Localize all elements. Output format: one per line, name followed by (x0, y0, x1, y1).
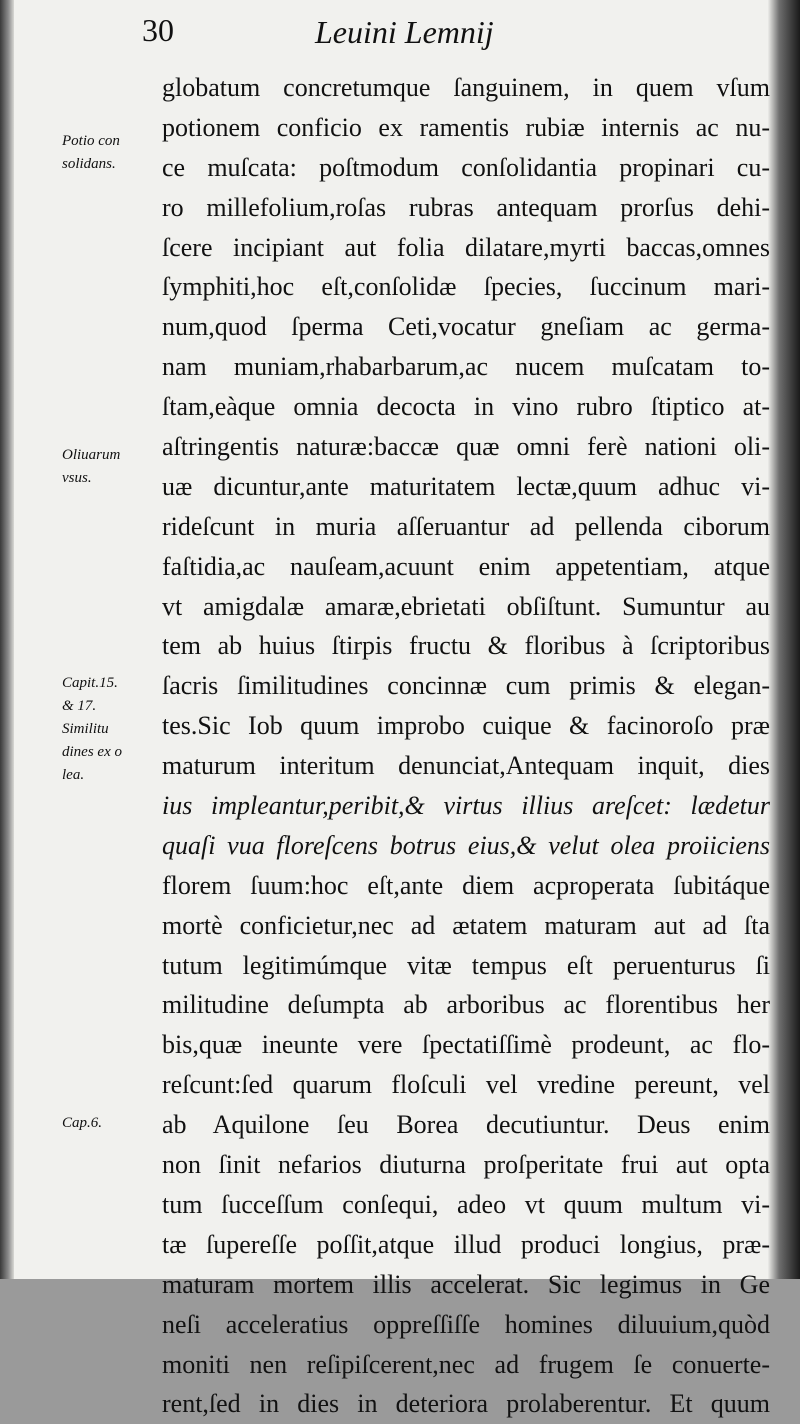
text-line: non ſinit nefarios diuturna proſperitate frui aut opta (162, 1150, 770, 1180)
text-line: ſacris ſimilitudines concinnæ cum primis & elegan- (162, 671, 770, 701)
text-line: globatum concretumque ſanguinem, in quem vſum (162, 73, 770, 102)
text-line: ſtam,eàque omnia decocta in vino rubro ſtiptico at- (162, 392, 770, 422)
margin-note-cap6: Cap.6. (62, 1115, 103, 1131)
text-line: mortè conficietur,nec ad ætatem maturam aut ad ſta (162, 910, 770, 940)
text-line: tum ſucceſſum conſequi, adeo vt quum multum vi- (162, 1189, 770, 1219)
left-binding-edge (0, 0, 14, 1279)
text-line: faſtidia,ac nauſeam,acuunt enim appetentiam, atque (162, 551, 770, 581)
margin-note-potio: Potio con solidans. (62, 133, 120, 172)
text-line: tes.Sic Iob quum improbo cuique & facinoroſo præ (162, 711, 770, 741)
text-line: florem ſuum:hoc eſt,ante diem acproperata ſubitáque (162, 870, 770, 900)
text-line-italic: quaſi vua floreſcens botrus eius,& velut olea proiiciens (162, 830, 770, 860)
text-line-italic: ius impleantur,peribit,& virtus illius areſcet: lædetur (162, 791, 770, 821)
text-line: moniti nen reſipiſcerent,nec ad frugem ſe conuerte- (162, 1349, 770, 1379)
page-number: 30 (142, 12, 174, 48)
text-line: maturum interitum denunciat,Antequam inquit, dies (162, 751, 770, 781)
margin-note-oliuarum: Oliuarum vsus. (62, 447, 121, 486)
text-line: uæ dicuntur,ante maturitatem lectæ,quum adhuc vi- (162, 471, 770, 501)
running-head: Leuini Lemnij (315, 14, 494, 50)
text-line: ſymphiti,hoc eſt,conſolidæ ſpecies, ſuccinum mari- (162, 272, 770, 302)
text-line: nam muniam,rhabarbarum,ac nucem muſcatam to- (162, 352, 770, 382)
text-line: aſtringentis naturæ:baccæ quæ omni ferè nationi oli- (162, 432, 770, 462)
text-line: tem ab huius ſtirpis fructu & floribus à ſcriptoribus (162, 631, 770, 661)
text-line: tæ ſupereſſe poſſit,atque illud produci longius, præ- (162, 1229, 770, 1259)
text-line: ro millefolium,roſas rubras antequam prorſus dehi- (162, 192, 770, 222)
text-line: num,quod ſperma Ceti,vocatur gneſiam ac germa- (162, 312, 770, 342)
right-page-edge (768, 0, 800, 1279)
text-line: rent,ſed in dies in deteriora prolaberentur. Et quum (162, 1389, 770, 1419)
text-line: maturam mortem illis accelerat. Sic legimus in Ge (162, 1269, 770, 1299)
body-text (162, 68, 770, 1424)
text-line: ſcere incipiant aut folia dilatare,myrti baccas,omnes (162, 232, 770, 262)
text-line: rideſcunt in muria aſſeruantur ad pellenda ciborum (162, 511, 770, 541)
margin-note-capit: Capit.15. & 17. Similitu dines ex o lea. (62, 675, 122, 783)
text-line: potionem conficio ex ramentis rubiæ internis ac nu- (162, 112, 770, 142)
text-line: vt amigdalæ amaræ,ebrietati obſiſtunt. Sumuntur au (162, 591, 770, 621)
text-line: bis,quæ ineunte vere ſpectatiſſimè prodeunt, ac flo- (162, 1030, 770, 1060)
text-line: militudine deſumpta ab arboribus ac florentibus her (162, 990, 770, 1020)
text-line: tutum legitimúmque vitæ tempus eſt peruenturus ſi (162, 950, 770, 980)
text-line: reſcunt:ſed quarum floſculi vel vredine pereunt, vel (162, 1070, 770, 1100)
text-line: ab Aquilone ſeu Borea decutiuntur. Deus enim (162, 1110, 770, 1140)
text-line: neſi acceleratius oppreſſiſſe homines diluuium,quòd (162, 1309, 770, 1339)
text-line: ce muſcata: poſtmodum conſolidantia propinari cu- (162, 152, 770, 182)
